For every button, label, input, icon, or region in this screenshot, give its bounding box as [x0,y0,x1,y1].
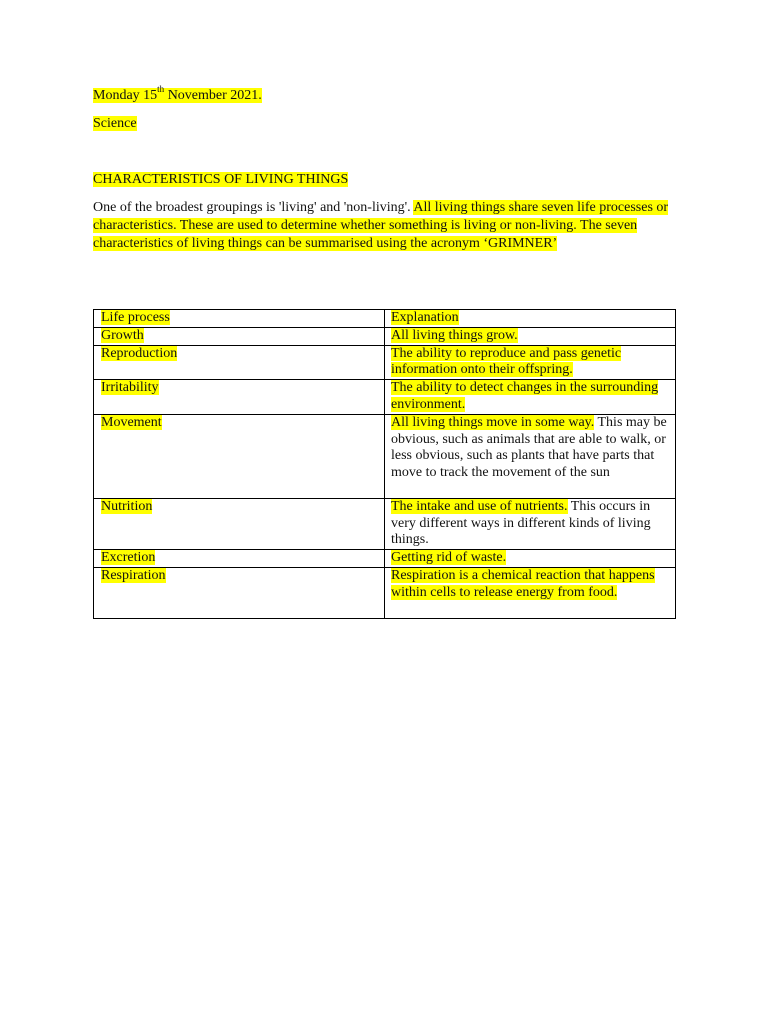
process-cell [94,327,385,345]
process-name: Growth [101,327,144,343]
explanation-highlighted: The intake and use of nutrients. [391,498,568,514]
intro-paragraph [93,199,683,253]
explanation-highlighted: Getting rid of waste. [391,550,507,566]
explanation-rest: This occurs in very different ways in different kinds of living things. [391,498,651,548]
date-line [93,84,262,105]
process-cell [94,567,385,618]
process-name: Reproduction [101,345,178,361]
header-explanation-label: Explanation [391,310,459,325]
table-row [94,345,676,380]
process-cell [94,380,385,415]
process-name: Excretion [101,550,156,566]
date-month-year: November 2021. [164,88,262,103]
header-cell-explanation [385,310,676,328]
header-cell-process [94,310,385,328]
intro-plain-text: One of the broadest groupings is 'living' and 'non-living'. [93,200,414,215]
table-row [94,550,676,568]
explanation-highlighted: The ability to detect changes in the surrounding environment. [391,380,659,412]
explanation-highlighted: All living things grow. [391,327,518,343]
process-cell [94,550,385,568]
explanation-rest: This may be obvious, such as animals that are able to walk, or less obvious, such as plants that have parts that move to track the movement of the sun [391,414,667,481]
table-row [94,380,676,415]
process-name: Irritability [101,380,159,396]
header-process-label: Life process [101,310,170,325]
explanation-highlighted: All living things move in some way. [391,414,595,430]
page-heading [93,171,348,189]
table-row [94,327,676,345]
process-cell [94,498,385,549]
table-row [94,567,676,618]
explanation-cell [385,567,676,618]
table-header-row [94,310,676,328]
explanation-cell [385,550,676,568]
explanation-cell [385,414,676,498]
explanation-cell [385,498,676,549]
table-row [94,414,676,498]
life-process-table [93,309,676,619]
page-heading-text: CHARACTERISTICS OF LIVING THINGS [93,172,349,187]
date-day: Monday 15 [93,88,158,103]
explanation-cell [385,380,676,415]
process-cell [94,414,385,498]
subject-label: Science [93,116,137,131]
process-name: Respiration [101,567,166,583]
process-name: Movement [101,414,162,430]
date-highlight [93,84,262,103]
process-cell [94,345,385,380]
explanation-highlighted: The ability to reproduce and pass genetic information onto their offspring. [391,345,622,378]
intro-highlighted-text: All living things share seven life processes or characteristics. These are used to determine whether something is living or non-living. The seven characteristics of living things can be summarised using the acronym ‘GRIMNER’ [93,200,669,251]
subject-line [93,115,137,133]
table-row [94,498,676,549]
explanation-cell [385,345,676,380]
explanation-highlighted: Respiration is a chemical reaction that happens within cells to release energy from food. [391,567,655,600]
process-name: Nutrition [101,498,153,514]
date-ordinal-suffix: th [157,84,165,95]
explanation-cell [385,327,676,345]
